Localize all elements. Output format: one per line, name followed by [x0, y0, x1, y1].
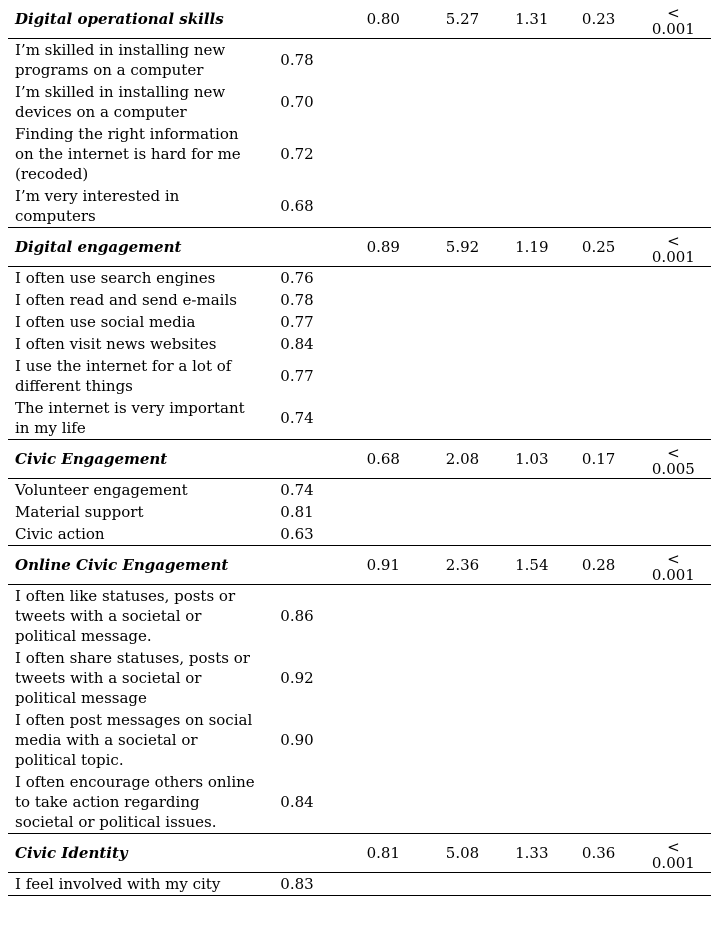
mean-value: 2.08	[445, 450, 480, 468]
r-value: 0.36	[581, 844, 616, 862]
item-text: Material support	[15, 503, 144, 521]
item-loading: 0.83	[280, 875, 314, 893]
construct-title: Civic Engagement	[15, 450, 168, 468]
construct-group	[8, 228, 711, 440]
construct-header-row	[8, 0, 711, 39]
alpha-value: 0.81	[366, 844, 400, 862]
sd-value: 1.54	[515, 556, 549, 574]
item-loading: 0.74	[280, 481, 314, 499]
item-row	[8, 81, 711, 123]
item-row	[8, 771, 711, 833]
item-row	[8, 479, 711, 501]
item-text: I often post messages on social media with a societal or political topic.	[15, 711, 253, 769]
item-text: I often read and send e-mails	[15, 291, 237, 309]
item-text: I often share statuses, posts or tweets with a societal or political message	[15, 649, 250, 707]
item-row	[8, 267, 711, 289]
construct-group	[8, 546, 711, 834]
item-row	[8, 289, 711, 311]
item-loading: 0.90	[280, 731, 314, 749]
alpha-value: 0.68	[366, 450, 400, 468]
sd-value: 1.03	[515, 450, 549, 468]
item-row	[8, 39, 711, 81]
mean-value: 5.08	[445, 844, 480, 862]
construct-title: Digital engagement	[15, 238, 182, 256]
construct-title: Civic Identity	[15, 844, 128, 862]
p-value-cell	[636, 441, 711, 477]
item-text: I often use search engines	[15, 269, 216, 287]
item-loading: 0.70	[280, 93, 314, 111]
alpha-value: 0.91	[366, 556, 400, 574]
p-value-symbol: <	[667, 550, 680, 568]
p-value-symbol: <	[667, 232, 680, 250]
item-text: I often encourage others online to take action regarding societal or political issues.	[15, 773, 255, 831]
item-text: I’m skilled in installing new devices on a computer	[15, 83, 226, 121]
item-text: I often visit news websites	[15, 335, 217, 353]
item-row	[8, 873, 711, 895]
construct-title: Digital operational skills	[15, 10, 224, 28]
item-loading: 0.81	[280, 503, 314, 521]
item-row	[8, 123, 711, 185]
construct-header-row	[8, 440, 711, 479]
item-row	[8, 333, 711, 355]
p-value-cell	[636, 835, 711, 871]
item-loading: 0.76	[280, 269, 314, 287]
item-loading: 0.63	[280, 525, 314, 543]
results-table	[8, 0, 711, 896]
p-value-cell	[636, 547, 711, 583]
item-text: Volunteer engagement	[15, 481, 188, 499]
construct-header-row	[8, 834, 711, 873]
item-loading: 0.77	[280, 313, 314, 331]
item-row	[8, 185, 711, 227]
item-loading: 0.74	[280, 409, 314, 427]
item-row	[8, 709, 711, 771]
construct-header-row	[8, 546, 711, 585]
item-loading: 0.84	[280, 335, 314, 353]
construct-group	[8, 0, 711, 228]
item-row	[8, 501, 711, 523]
r-value: 0.28	[581, 556, 616, 574]
item-loading: 0.78	[280, 51, 314, 69]
mean-value: 2.36	[445, 556, 480, 574]
alpha-value: 0.89	[366, 238, 400, 256]
mean-value: 5.92	[445, 238, 480, 256]
p-value-symbol: <	[667, 838, 680, 856]
sd-value: 1.31	[515, 10, 549, 28]
p-value-symbol: <	[667, 444, 680, 462]
item-loading: 0.72	[280, 145, 314, 163]
item-text: Finding the right information on the internet is hard for me (recoded)	[15, 125, 241, 183]
item-text: The internet is very important in my life	[15, 399, 245, 437]
p-value-number: 0.001	[651, 854, 695, 872]
construct-header-row	[8, 228, 711, 267]
item-loading: 0.68	[280, 197, 314, 215]
p-value-symbol: <	[667, 4, 680, 22]
construct-group	[8, 440, 711, 546]
p-value-cell	[636, 229, 711, 265]
item-row	[8, 585, 711, 647]
p-value-number: 0.005	[651, 460, 695, 478]
item-loading: 0.77	[280, 367, 314, 385]
item-text: I often like statuses, posts or tweets with a societal or political message.	[15, 587, 236, 645]
item-row	[8, 647, 711, 709]
item-row	[8, 523, 711, 545]
item-text: I often use social media	[15, 313, 196, 331]
r-value: 0.17	[581, 450, 616, 468]
item-text: I’m very interested in computers	[15, 187, 180, 225]
r-value: 0.25	[581, 238, 616, 256]
item-text: I feel involved with my city	[15, 875, 221, 893]
p-value-cell	[636, 1, 711, 37]
p-value-number: 0.001	[651, 248, 695, 266]
p-value-number: 0.001	[651, 566, 695, 584]
alpha-value: 0.80	[366, 10, 400, 28]
sd-value: 1.33	[515, 844, 549, 862]
mean-value: 5.27	[445, 10, 480, 28]
item-row	[8, 397, 711, 439]
item-loading: 0.92	[280, 669, 314, 687]
item-text: I use the internet for a lot of different things	[15, 357, 232, 395]
item-loading: 0.86	[280, 607, 314, 625]
item-row	[8, 311, 711, 333]
construct-group	[8, 834, 711, 896]
item-row	[8, 355, 711, 397]
item-loading: 0.84	[280, 793, 314, 811]
item-text: Civic action	[15, 525, 105, 543]
item-loading: 0.78	[280, 291, 314, 309]
sd-value: 1.19	[515, 238, 549, 256]
construct-title: Online Civic Engagement	[15, 556, 229, 574]
item-text: I’m skilled in installing new programs on a computer	[15, 41, 226, 79]
r-value: 0.23	[581, 10, 616, 28]
p-value-number: 0.001	[651, 20, 695, 38]
